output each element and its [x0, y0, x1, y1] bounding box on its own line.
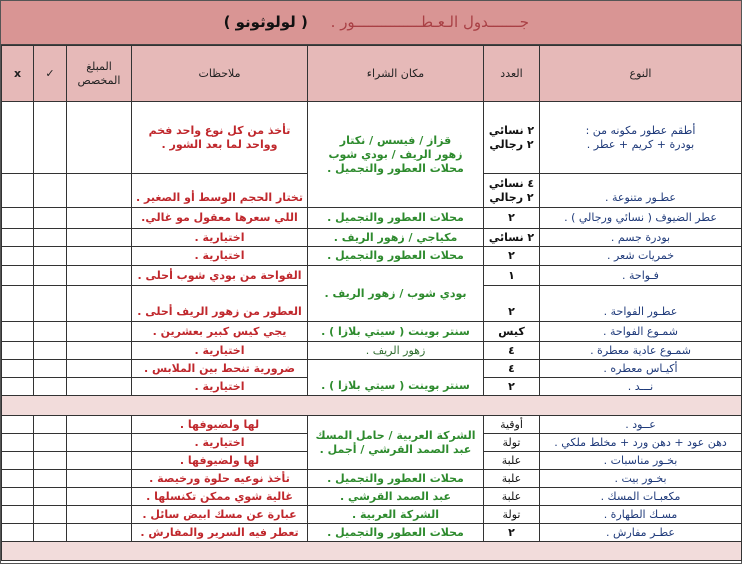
table-row [2, 524, 742, 542]
cell-type: دهن عود + دهن ورد + مخلط ملكي . [540, 434, 742, 452]
cell-cross[interactable] [2, 506, 34, 524]
cell-place: الشركة العربية . [308, 506, 484, 524]
cell-cross[interactable] [2, 524, 34, 542]
cell-note: تعطر فيه السرير والمفارش . [132, 524, 308, 542]
cell-note: لها ولضيوفها . [132, 416, 308, 434]
header-row [2, 46, 742, 102]
cell-cross[interactable] [2, 247, 34, 266]
cell-check[interactable] [34, 452, 67, 470]
cell-note: اختيارية . [132, 378, 308, 396]
cell-note: تختار الحجم الوسط أو الصغير . [132, 174, 308, 208]
cell-place: سنتر بوينت ( سيتي بلازا ) . [308, 322, 484, 342]
cell-type: عطـور الفواحة . [540, 286, 742, 322]
section-separator [2, 396, 742, 416]
header-check: ✓ [34, 46, 67, 102]
cell-count: علبة [484, 452, 540, 470]
cell-cross[interactable] [2, 434, 34, 452]
cell-place: الشركة العربية / حامل المسك عبد الصمد القرشي / أجمل . [308, 416, 484, 470]
table-row [2, 488, 742, 506]
cell-note: يجي كيس كبير بعشرين . [132, 322, 308, 342]
table-row [2, 247, 742, 266]
table-row [2, 342, 742, 360]
perfume-table [1, 45, 742, 561]
cell-amount[interactable] [67, 208, 132, 229]
table-row [2, 266, 742, 286]
cell-type: مكعبـات المسك . [540, 488, 742, 506]
cell-amount[interactable] [67, 342, 132, 360]
cell-type: أكيـاس معطره . [540, 360, 742, 378]
cell-place: محلات العطور والتجميل . [308, 470, 484, 488]
cell-type: عطـر مفارش . [540, 524, 742, 542]
header-count: العدد [484, 46, 540, 102]
cell-check[interactable] [34, 416, 67, 434]
cell-count: ٢ [484, 208, 540, 229]
cell-note: الفواحة من بودي شوب أحلى . [132, 266, 308, 286]
cell-amount[interactable] [67, 247, 132, 266]
header-cross: x [2, 46, 34, 102]
cell-amount[interactable] [67, 286, 132, 322]
page-title [129, 13, 529, 39]
cell-note: عبارة عن مسك ابيض سائل . [132, 506, 308, 524]
cell-amount[interactable] [67, 506, 132, 524]
cell-count: ٤ [484, 360, 540, 378]
cell-type: فـواحة . [540, 266, 742, 286]
cell-count: ٢ [484, 378, 540, 396]
cell-check[interactable] [34, 229, 67, 247]
cell-cross[interactable] [2, 488, 34, 506]
cell-check[interactable] [34, 470, 67, 488]
cell-cross[interactable] [2, 416, 34, 434]
cell-count: ٢ [484, 247, 540, 266]
cell-cross[interactable] [2, 208, 34, 229]
table-row [2, 229, 742, 247]
cell-cross[interactable] [2, 360, 34, 378]
table-footer [2, 542, 742, 561]
cell-count: ٢ نسائي [484, 229, 540, 247]
cell-check[interactable] [34, 488, 67, 506]
cell-amount[interactable] [67, 229, 132, 247]
cell-count: ٢ نسائي ٢ رجالي [484, 102, 540, 174]
cell-cross[interactable] [2, 470, 34, 488]
cell-note: اختيارية . [132, 342, 308, 360]
cell-amount[interactable] [67, 434, 132, 452]
cell-amount[interactable] [67, 266, 132, 286]
cell-check[interactable] [34, 360, 67, 378]
cell-note: اختيارية . [132, 229, 308, 247]
cell-amount[interactable] [67, 524, 132, 542]
cell-amount[interactable] [67, 322, 132, 342]
cell-check[interactable] [34, 266, 67, 286]
cell-place: قزاز / فيسس / نكتار زهور الريف / بودي شوب محلات العطور والتجميل . [308, 102, 484, 208]
cell-cross[interactable] [2, 174, 34, 208]
cell-check[interactable] [34, 342, 67, 360]
cell-cross[interactable] [2, 342, 34, 360]
cell-cross[interactable] [2, 452, 34, 470]
cell-cross[interactable] [2, 266, 34, 286]
cell-type: بخـور مناسبات . [540, 452, 742, 470]
cell-check[interactable] [34, 322, 67, 342]
cell-type: شمـوع الفواحة . [540, 322, 742, 342]
cell-type: عــود . [540, 416, 742, 434]
table-row [2, 322, 742, 342]
table-row [2, 416, 742, 434]
cell-place: مكياجي / زهور الريف . [308, 229, 484, 247]
cell-place: محلات العطور والتجميل . [308, 524, 484, 542]
cell-check[interactable] [34, 286, 67, 322]
cell-check[interactable] [34, 378, 67, 396]
cell-note: تأخذ من كل نوع واحد فخم وواحد لما بعد الشور . [132, 102, 308, 174]
table-row [2, 208, 742, 229]
cell-amount[interactable] [67, 378, 132, 396]
cell-note: اللي سعرها معقول مو غالي. [132, 208, 308, 229]
cell-note: اختيارية . [132, 434, 308, 452]
cell-cross[interactable] [2, 229, 34, 247]
cell-type: عطـور متنوعة . [540, 174, 742, 208]
cell-count: علبة [484, 470, 540, 488]
cell-amount[interactable] [67, 416, 132, 434]
cell-type: عطر الضيوف ( نسائي ورجالي ) . [540, 208, 742, 229]
table-row [2, 360, 742, 378]
table-row [2, 102, 742, 174]
cell-type: شمـوع عادية معطرة . [540, 342, 742, 360]
cell-amount[interactable] [67, 174, 132, 208]
cell-count: ١ [484, 266, 540, 286]
cell-check[interactable] [34, 174, 67, 208]
header-place: مكان الشراء [308, 46, 484, 102]
title-sub: ( لولوثونو ) [223, 13, 308, 31]
title-main: جـــــــدول الـعـطـــــــــــــــور . [330, 13, 529, 31]
cell-check[interactable] [34, 524, 67, 542]
cell-count: تولة [484, 506, 540, 524]
header-amount: المبلغ المخصص [67, 46, 132, 102]
cell-check[interactable] [34, 102, 67, 174]
title-bar [1, 1, 741, 45]
cell-type: بخـور بيت . [540, 470, 742, 488]
cell-amount[interactable] [67, 488, 132, 506]
header-type: النوع [540, 46, 742, 102]
cell-count: تولة [484, 434, 540, 452]
cell-amount[interactable] [67, 102, 132, 174]
cell-place: عبد الصمد القرشي . [308, 488, 484, 506]
cell-type: مسـك الطهارة . [540, 506, 742, 524]
cell-check[interactable] [34, 506, 67, 524]
table-row [2, 506, 742, 524]
cell-note: العطور من زهور الريف أحلى . [132, 286, 308, 322]
cell-type: بودرة جسم . [540, 229, 742, 247]
cell-place: زهور الريف . [308, 342, 484, 360]
cell-count: ٤ [484, 342, 540, 360]
cell-place: بودي شوب / زهور الريف . [308, 266, 484, 322]
cell-cross[interactable] [2, 378, 34, 396]
cell-count: ٢ [484, 286, 540, 322]
cell-cross[interactable] [2, 286, 34, 322]
cell-note: ضرورية تنحط بين الملابس . [132, 360, 308, 378]
cell-place: محلات العطور والتجميل . [308, 208, 484, 229]
cell-amount[interactable] [67, 360, 132, 378]
cell-place: محلات العطور والتجميل . [308, 247, 484, 266]
cell-type: أطقم عطور مكونه من : بودرة + كريم + عطر . [540, 102, 742, 174]
cell-check[interactable] [34, 208, 67, 229]
cell-cross[interactable] [2, 102, 34, 174]
cell-count: أوقية [484, 416, 540, 434]
cell-check[interactable] [34, 247, 67, 266]
cell-count: علبة [484, 488, 540, 506]
cell-note: اختيارية . [132, 247, 308, 266]
cell-count: كيس [484, 322, 540, 342]
cell-amount[interactable] [67, 452, 132, 470]
cell-check[interactable] [34, 434, 67, 452]
cell-count: ٢ [484, 524, 540, 542]
cell-place: سنتر بوينت ( سيتي بلازا ) . [308, 360, 484, 396]
header-notes: ملاحظات [132, 46, 308, 102]
cell-note: لها ولضيوفها . [132, 452, 308, 470]
table-row [2, 470, 742, 488]
cell-count: ٤ نسائي ٢ رجالي [484, 174, 540, 208]
cell-type: خمريات شعر . [540, 247, 742, 266]
cell-amount[interactable] [67, 470, 132, 488]
cell-cross[interactable] [2, 322, 34, 342]
cell-type: نـــد . [540, 378, 742, 396]
cell-note: غالية شوي ممكن تكنسلها . [132, 488, 308, 506]
cell-note: تأخذ نوعيه حلوة ورخيصة . [132, 470, 308, 488]
